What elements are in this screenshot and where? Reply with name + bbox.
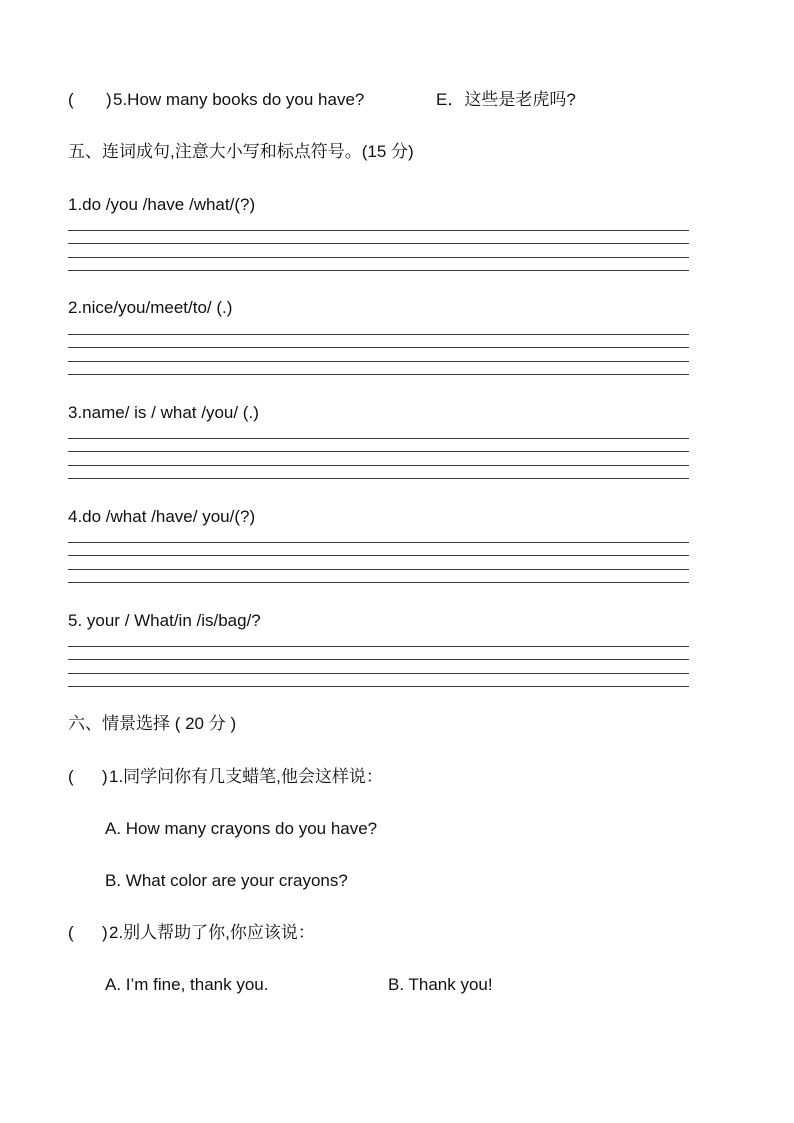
writing-lines[interactable] [68,230,689,274]
section-heading: 五、连词成句,注意大小写和标点符号。(15 分) [68,142,414,161]
answer-paren-open[interactable]: ( [68,923,74,942]
option-a: A. I’m fine, thank you. [105,975,269,994]
question-row [68,89,668,111]
sentence-prompt: 4.do /what /have/ you/(?) [68,507,256,526]
question-text: 5.How many books do you have? [113,90,365,109]
question-text: 1.同学问你有几支蜡笔,他会这样说： [109,767,383,786]
writing-lines[interactable] [68,334,689,378]
answer-paren-close: ) [106,90,112,109]
answer-paren-close: ) [102,923,108,942]
writing-lines[interactable] [68,438,689,482]
answer-paren-open[interactable]: ( [68,767,74,786]
question-row [68,766,568,788]
option-a: A. How many crayons do you have? [105,819,378,838]
sentence-prompt: 3.name/ is / what /you/ (.) [68,403,259,422]
question-text: 2.别人帮助了你,你应该说： [109,923,315,942]
option-b: B. Thank you! [388,975,493,994]
section-heading: 六、情景选择 ( 20 分 ) [68,714,237,733]
writing-lines[interactable] [68,646,689,690]
sentence-prompt: 1.do /you /have /what/(?) [68,195,256,214]
option-e: E．这些是老虎吗? [436,90,576,109]
sentence-prompt: 2.nice/you/meet/to/ (.) [68,298,233,317]
question-row [68,922,568,944]
option-b: B. What color are your crayons? [105,871,348,890]
answer-paren-open[interactable]: ( [68,90,74,109]
answer-paren-close: ) [102,767,108,786]
writing-lines[interactable] [68,542,689,586]
sentence-prompt: 5. your / What/in /is/bag/? [68,611,261,630]
